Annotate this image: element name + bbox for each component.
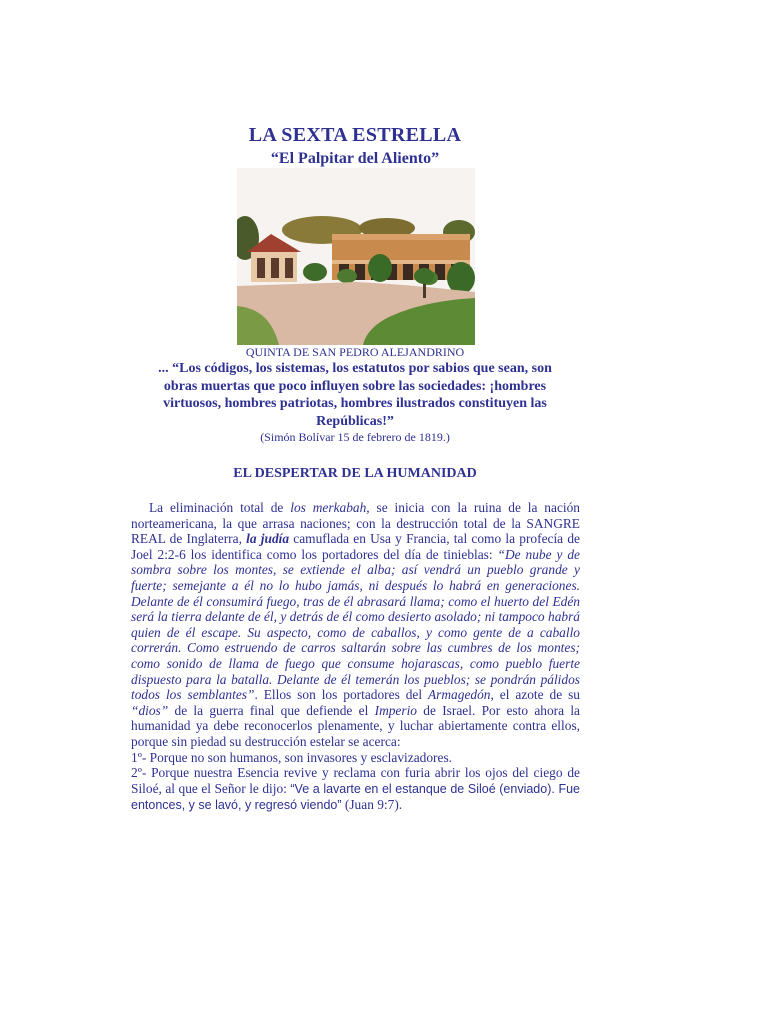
bolivar-quote: ... “Los códigos, los sistemas, los estatutos por sabios que sean, son obras muertas que poco influyen sobre las sociedades: ¡hombres virtuosos, hombres patriotas, hombres ilustrados constituyen las Repúblicas!” — [158, 361, 552, 429]
point-2: 2º- Porque nuestra Esencia revive y reclama con furia abrir los ojos del ciego de Siloé, al que el Señor le dijo: “Ve a lavarte en el estanque de Siloé (enviado). Fue entonces, y se lavó, y regresó viendo” (Juan 9:7). — [131, 765, 580, 813]
photo-caption: QUINTA DE SAN PEDRO ALEJANDRINO — [245, 345, 465, 359]
document-title: LA SEXTA ESTRELLA — [248, 124, 462, 146]
quote-source: (Simón Bolívar 15 de febrero de 1819.) — [260, 430, 450, 444]
paragraph-1: La eliminación total de los merkabah, se inicia con la ruina de la nación norteamericana, la que arrasa naciones; con la destrucción total de la SANGRE REAL de Inglaterra, la judía camuflada en Usa y Francia, tal como la profecía de Joel 2:2-6 los identifica como los portadores del día de tinieblas: “De nube y de sombra sobre los montes, se extiende el alba; así vendrá un pueblo grande y fuerte; semejante a él no lo hubo jamás, ni después lo habrá en generaciones. Delante de él consumirá fuego, tras de él abrasará llama; como el huerto del Edén será la tierra delante de él, y detrás de él como desierto asolado; ni tampoco habrá quien de él escape. Su aspecto, como de caballos, y como gente de a caballo correrán. Como estruendo de carros saltarán sobre las cumbres de los montes; como sonido de llama de fuego que consume hojarascas, como pueblo fuerte dispuesto para la batalla. Delante de él temerán los pueblos; se pondrán pálidos todos los semblantes”. Ellos son los portadores del Armagedón, el azote de su “dios” de la guerra final que defiende el Imperio de Israel. Por esto ahora la humanidad ya debe reconocerlos plenamente, y luchar abiertamente contra ellos, porque sin piedad su destrucción estelar se acerca: — [131, 500, 581, 749]
section-heading: EL DESPERTAR DE LA HUMANIDAD — [233, 466, 477, 481]
body-text — [131, 500, 580, 814]
point-1: 1º- Porque no son humanos, son invasores y esclavizadores. — [131, 749, 453, 765]
quinta-photo — [237, 168, 475, 345]
document-subtitle: “El Palpitar del Aliento” — [270, 150, 440, 167]
